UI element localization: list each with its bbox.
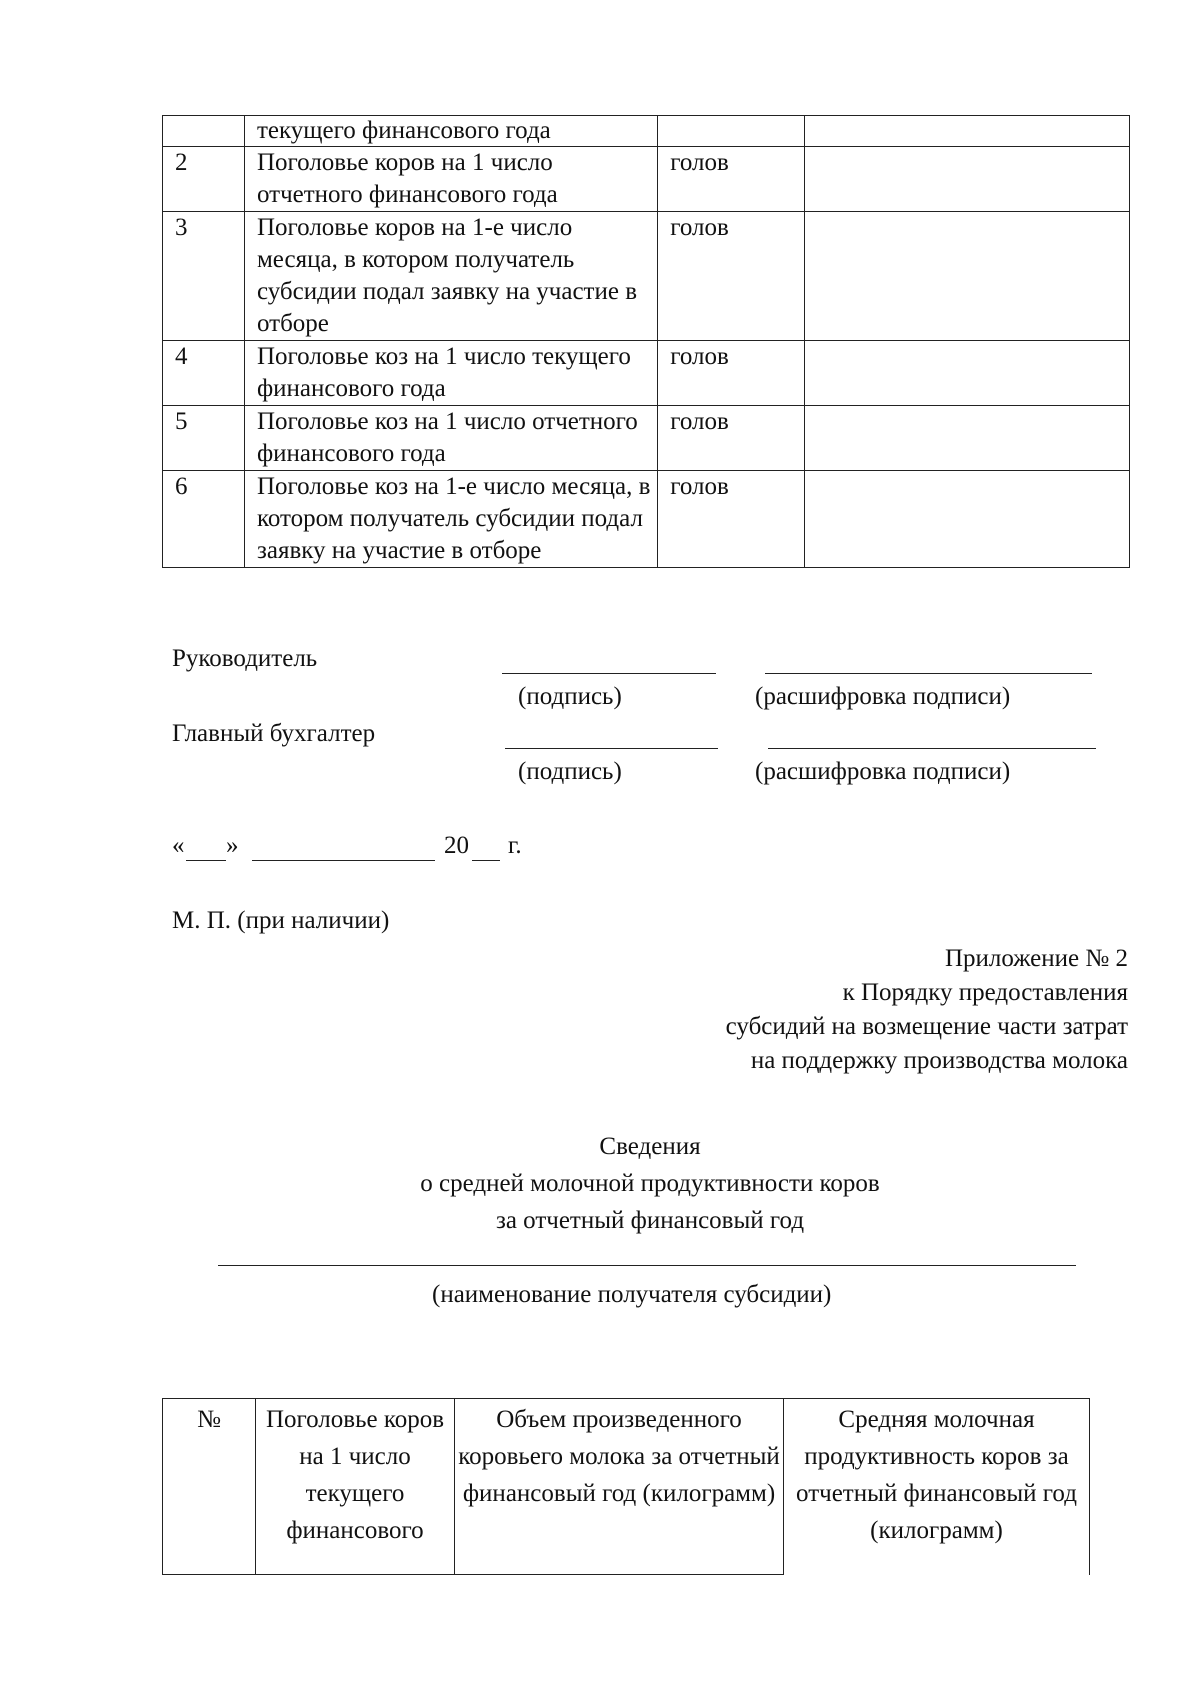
column-header-cows: Поголовье коров на 1 число текущего финансового [256,1399,455,1575]
value-cell[interactable] [804,147,1129,212]
appendix-line: Приложение № 2 [944,945,1128,972]
row-number: 5 [163,406,245,471]
appendix-line: субсидий на возмещение части затрат [725,1013,1128,1040]
row-number: 3 [163,212,245,341]
value-cell[interactable] [804,471,1129,568]
unit-cell: голов [658,212,805,341]
signature-caption: (подпись) [518,758,622,785]
value-cell[interactable] [804,406,1129,471]
value-cell[interactable] [804,116,1129,147]
indicator-cell: Поголовье коров на 1-е число месяца, в котором получатель субсидии подал заявку на участие в отборе [244,212,657,341]
row-number [163,116,245,147]
column-header-milk-volume: Объем произведенного коровьего молока за отчетный финансовый год (килограмм) [455,1399,784,1575]
row-number: 2 [163,147,245,212]
unit-cell: голов [658,406,805,471]
head-decoding-line[interactable] [765,673,1092,674]
milk-productivity-table [162,1398,1090,1575]
title-line: Сведения [599,1133,701,1160]
head-signature-line[interactable] [502,673,716,674]
column-header-avg-productivity: Средняя молочная продуктивность коров за отчетный финансовый год (килограмм) [784,1399,1090,1575]
date-open-quote: « [172,832,185,859]
indicator-cell: Поголовье коз на 1 число отчетного финансового года [244,406,657,471]
unit-cell: голов [658,147,805,212]
indicator-cell: текущего финансового года [244,116,657,147]
value-cell[interactable] [804,341,1129,406]
decoding-caption: (расшифровка подписи) [755,758,1011,785]
row-number: 6 [163,471,245,568]
table-row [163,116,1130,147]
document-title [50,1128,1200,1239]
table-row [163,471,1130,568]
title-line: за отчетный финансовый год [495,1207,805,1234]
head-label: Руководитель [172,645,318,672]
date-year-line[interactable] [472,860,500,861]
accountant-signature-line[interactable] [505,748,718,749]
indicator-cell: Поголовье коз на 1-е число месяца, в котором получатель субсидии подал заявку на участие в отборе [244,471,657,568]
table-row [163,406,1130,471]
row-number: 4 [163,341,245,406]
livestock-table [162,115,1130,568]
recipient-caption: (наименование получателя субсидии) [432,1281,832,1308]
indicator-cell: Поголовье коров на 1 число отчетного финансового года [244,147,657,212]
title-line: о средней молочной продуктивности коров [420,1170,880,1197]
appendix-block [726,942,1128,1078]
column-header-number: № [163,1399,256,1575]
date-month-line[interactable] [252,860,435,861]
table-row [163,147,1130,212]
stamp-note: М. П. (при наличии) [172,907,390,934]
accountant-label: Главный бухгалтер [172,720,376,747]
table-header-row [163,1399,1090,1575]
decoding-caption: (расшифровка подписи) [755,683,1011,710]
table-row [163,341,1130,406]
value-cell[interactable] [804,212,1129,341]
date-close-quote: » [226,832,239,859]
appendix-line: к Порядку предоставления [842,979,1128,1006]
accountant-decoding-line[interactable] [768,748,1096,749]
unit-cell [658,116,805,147]
unit-cell: голов [658,341,805,406]
appendix-line: на поддержку производства молока [750,1047,1128,1074]
recipient-name-line[interactable] [218,1265,1076,1266]
signature-caption: (подпись) [518,683,622,710]
date-year-suffix: г. [508,832,522,859]
unit-cell: голов [658,471,805,568]
date-day-line[interactable] [186,860,226,861]
indicator-cell: Поголовье коз на 1 число текущего финансового года [244,341,657,406]
table-row [163,212,1130,341]
date-year-prefix: 20 [444,832,469,859]
